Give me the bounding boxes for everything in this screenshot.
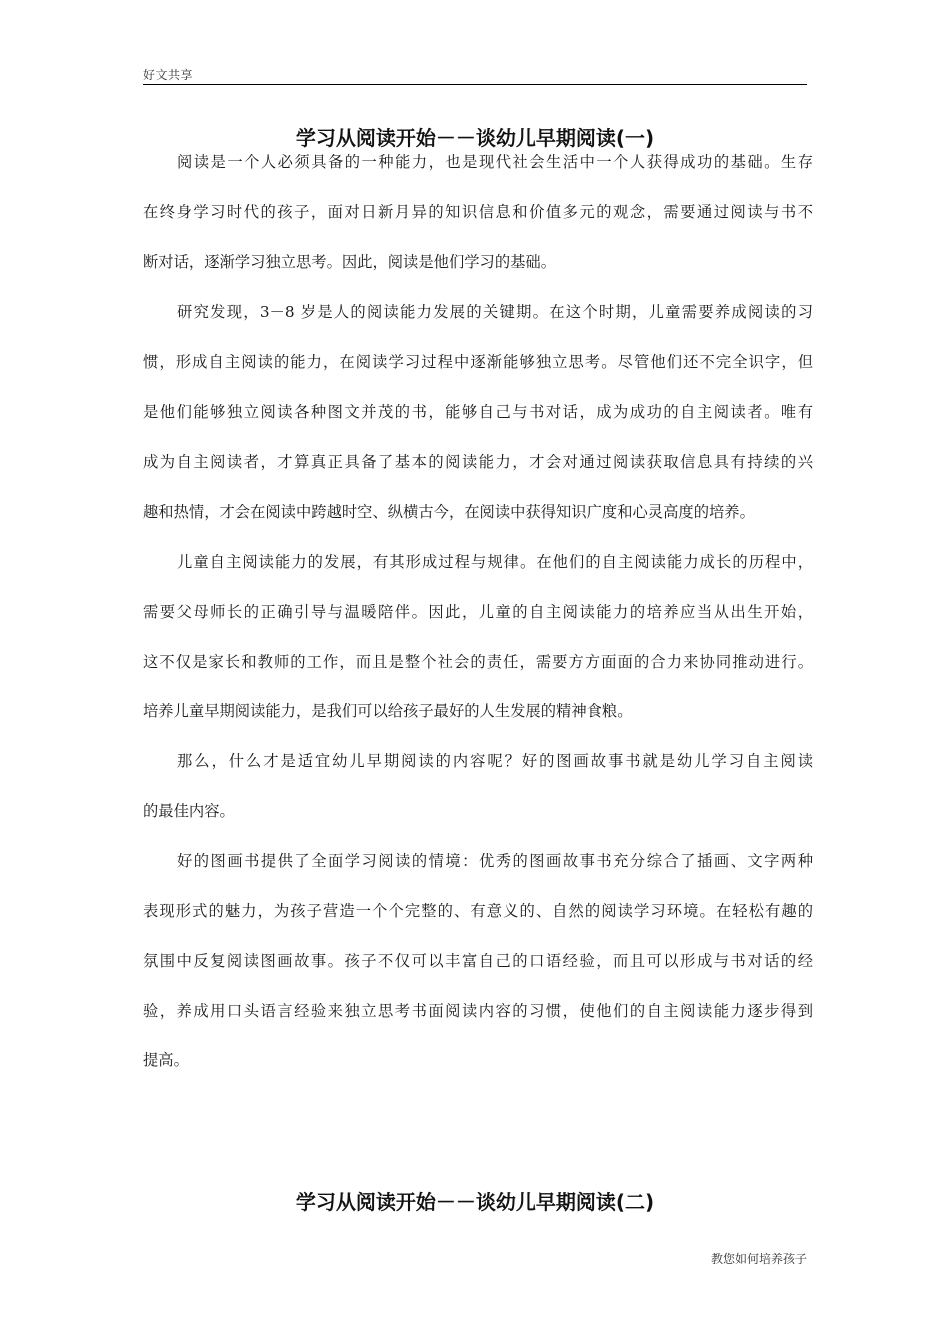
- body-line: 研究发现，3－8 岁是人的阅读能力发展的关键期。在这个时期，儿童需要养成阅读的习: [177, 303, 813, 321]
- body-line: 提高。: [143, 1051, 189, 1069]
- body-line: 那么，什么才是适宜幼儿早期阅读的内容呢？好的图画故事书就是幼儿学习自主阅读: [177, 752, 813, 770]
- body-line: 这不仅是家长和教师的工作，而且是整个社会的责任，需要方方面面的合力来协同推动进行。: [143, 653, 813, 671]
- body-line: 阅读是一个人必须具备的一种能力，也是现代社会生活中一个人获得成功的基础。生存: [177, 153, 813, 171]
- body-line: 成为自主阅读者，才算真正具备了基本的阅读能力，才会对通过阅读获取信息具有持续的兴: [143, 453, 813, 471]
- body-line: 氛围中反复阅读图画故事。孩子不仅可以丰富自己的口语经验，而且可以形成与书对话的经: [143, 952, 813, 970]
- body-line: 的最佳内容。: [143, 802, 235, 820]
- body-line: 培养儿童早期阅读能力，是我们可以给孩子最好的人生发展的精神食粮。: [143, 702, 633, 720]
- article-2-title: 学习从阅读开始－－谈幼儿早期阅读(二): [295, 1190, 655, 1214]
- body-line: 验，养成用口头语言经验来独立思考书面阅读内容的习惯，使他们的自主阅读能力逐步得到: [143, 1002, 813, 1020]
- body-line: 需要父母师长的正确引导与温暖陪伴。因此，儿童的自主阅读能力的培养应当从出生开始，: [143, 603, 813, 621]
- body-line: 趣和热情，才会在阅读中跨越时空、纵横古今，在阅读中获得知识广度和心灵高度的培养。: [143, 503, 755, 521]
- header-divider: [143, 84, 807, 85]
- article-1-title: 学习从阅读开始－－谈幼儿早期阅读(一): [295, 126, 655, 150]
- body-line: 是他们能够独立阅读各种图文并茂的书，能够自己与书对话，成为成功的自主阅读者。唯有: [143, 403, 813, 421]
- body-line: 惯，形成自主阅读的能力，在阅读学习过程中逐渐能够独立思考。尽管他们还不完全识字，但: [143, 353, 813, 371]
- body-line: 断对话，逐渐学习独立思考。因此，阅读是他们学习的基础。: [143, 253, 557, 271]
- header-label: 好文共享: [143, 68, 194, 82]
- body-line: 表现形式的魅力，为孩子营造一个个完整的、有意义的、自然的阅读学习环境。在轻松有趣的: [143, 902, 813, 920]
- body-line: 儿童自主阅读能力的发展，有其形成过程与规律。在他们的自主阅读能力成长的历程中，: [177, 553, 813, 571]
- body-line: 好的图画书提供了全面学习阅读的情境：优秀的图画故事书充分综合了插画、文字两种: [177, 852, 813, 870]
- body-line: 在终身学习时代的孩子，面对日新月异的知识信息和价值多元的观念，需要通过阅读与书不: [143, 203, 813, 221]
- footer-label: 教您如何培养孩子: [710, 1252, 807, 1266]
